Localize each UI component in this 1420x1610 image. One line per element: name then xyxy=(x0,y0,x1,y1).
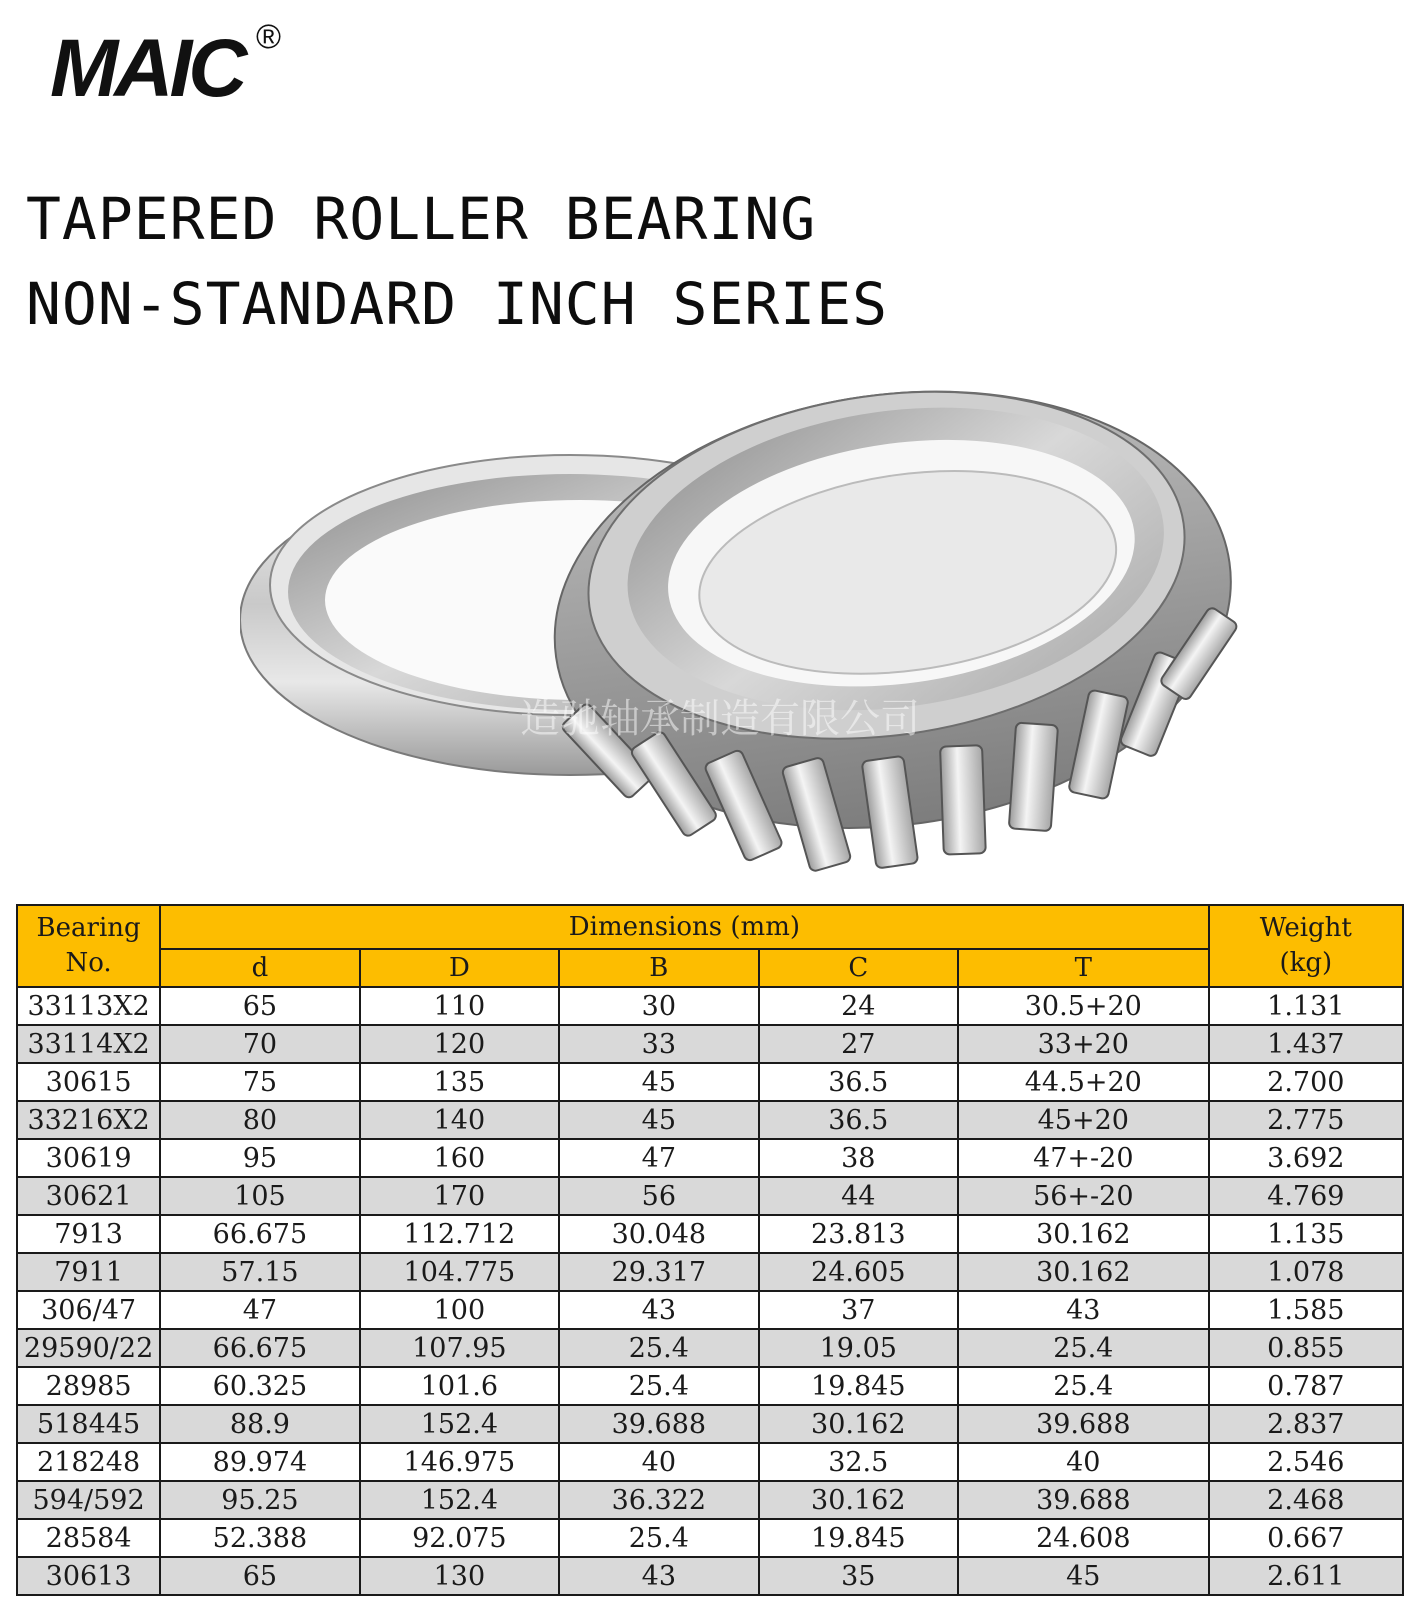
cell-bearing-no: 28985 xyxy=(17,1367,160,1405)
cell-B: 40 xyxy=(559,1443,758,1481)
cell-bearing-no: 594/592 xyxy=(17,1481,160,1519)
cell-D: 130 xyxy=(360,1557,559,1595)
registered-mark: ® xyxy=(256,18,282,56)
cell-B: 25.4 xyxy=(559,1519,758,1557)
table-row xyxy=(17,1481,1403,1519)
cell-weight: 2.611 xyxy=(1209,1557,1403,1595)
cell-D: 152.4 xyxy=(360,1405,559,1443)
table-row xyxy=(17,1177,1403,1215)
cell-T: 24.608 xyxy=(958,1519,1209,1557)
cell-B: 47 xyxy=(559,1139,758,1177)
cell-weight: 1.437 xyxy=(1209,1025,1403,1063)
cell-C: 27 xyxy=(759,1025,958,1063)
cell-d: 95.25 xyxy=(160,1481,359,1519)
table-row xyxy=(17,1519,1403,1557)
cell-weight: 1.078 xyxy=(1209,1253,1403,1291)
cell-D: 152.4 xyxy=(360,1481,559,1519)
cell-C: 36.5 xyxy=(759,1101,958,1139)
cell-C: 24 xyxy=(759,987,958,1025)
table-row xyxy=(17,987,1403,1025)
cell-bearing-no: 218248 xyxy=(17,1443,160,1481)
cell-D: 92.075 xyxy=(360,1519,559,1557)
header-bearing-no: Bearing No. xyxy=(17,905,160,987)
cell-D: 120 xyxy=(360,1025,559,1063)
cell-C: 44 xyxy=(759,1177,958,1215)
cell-T: 33+20 xyxy=(958,1025,1209,1063)
cell-bearing-no: 30619 xyxy=(17,1139,160,1177)
cell-d: 89.974 xyxy=(160,1443,359,1481)
cell-bearing-no: 30621 xyxy=(17,1177,160,1215)
cell-bearing-no: 30613 xyxy=(17,1557,160,1595)
cell-T: 43 xyxy=(958,1291,1209,1329)
cell-T: 30.5+20 xyxy=(958,987,1209,1025)
title-line-2: NON-STANDARD INCH SERIES xyxy=(26,270,889,338)
table-row xyxy=(17,1253,1403,1291)
cell-B: 25.4 xyxy=(559,1367,758,1405)
cell-B: 43 xyxy=(559,1557,758,1595)
cell-T: 25.4 xyxy=(958,1367,1209,1405)
brand-logo xyxy=(48,14,308,104)
table-row xyxy=(17,1291,1403,1329)
cell-weight: 2.700 xyxy=(1209,1063,1403,1101)
table-header-row-1 xyxy=(17,905,1403,949)
cell-D: 146.975 xyxy=(360,1443,559,1481)
cell-weight: 4.769 xyxy=(1209,1177,1403,1215)
table-row xyxy=(17,1329,1403,1367)
cell-B: 36.322 xyxy=(559,1481,758,1519)
cell-weight: 0.855 xyxy=(1209,1329,1403,1367)
cell-d: 52.388 xyxy=(160,1519,359,1557)
cell-B: 45 xyxy=(559,1063,758,1101)
cell-weight: 2.546 xyxy=(1209,1443,1403,1481)
cell-C: 35 xyxy=(759,1557,958,1595)
table-row xyxy=(17,1443,1403,1481)
table-row xyxy=(17,1139,1403,1177)
cell-d: 95 xyxy=(160,1139,359,1177)
cell-d: 47 xyxy=(160,1291,359,1329)
bearing-photo xyxy=(240,360,1240,880)
cell-weight: 3.692 xyxy=(1209,1139,1403,1177)
cell-d: 105 xyxy=(160,1177,359,1215)
cell-bearing-no: 518445 xyxy=(17,1405,160,1443)
cell-bearing-no: 33114X2 xyxy=(17,1025,160,1063)
cell-B: 30 xyxy=(559,987,758,1025)
cell-D: 104.775 xyxy=(360,1253,559,1291)
cell-C: 30.162 xyxy=(759,1481,958,1519)
cell-d: 80 xyxy=(160,1101,359,1139)
table-row xyxy=(17,1215,1403,1253)
cell-T: 45 xyxy=(958,1557,1209,1595)
cell-B: 33 xyxy=(559,1025,758,1063)
table-row xyxy=(17,1063,1403,1101)
table-row xyxy=(17,1101,1403,1139)
table-row xyxy=(17,1025,1403,1063)
cell-C: 38 xyxy=(759,1139,958,1177)
bearing-cone xyxy=(521,360,1240,880)
cell-weight: 1.585 xyxy=(1209,1291,1403,1329)
cell-weight: 0.787 xyxy=(1209,1367,1403,1405)
cell-T: 44.5+20 xyxy=(958,1063,1209,1101)
cell-D: 140 xyxy=(360,1101,559,1139)
cell-d: 57.15 xyxy=(160,1253,359,1291)
cell-weight: 1.135 xyxy=(1209,1215,1403,1253)
cell-weight: 2.468 xyxy=(1209,1481,1403,1519)
cell-B: 43 xyxy=(559,1291,758,1329)
logo-text: MAIC xyxy=(50,23,244,104)
table-row xyxy=(17,1367,1403,1405)
cell-C: 36.5 xyxy=(759,1063,958,1101)
cell-D: 101.6 xyxy=(360,1367,559,1405)
cell-bearing-no: 29590/22 xyxy=(17,1329,160,1367)
cell-B: 45 xyxy=(559,1101,758,1139)
maic-logo-mark xyxy=(48,14,308,104)
cell-T: 45+20 xyxy=(958,1101,1209,1139)
header-t: T xyxy=(958,949,1209,987)
cell-C: 23.813 xyxy=(759,1215,958,1253)
cell-D: 160 xyxy=(360,1139,559,1177)
table-header-row-2 xyxy=(17,949,1403,987)
cell-B: 56 xyxy=(559,1177,758,1215)
cell-T: 56+-20 xyxy=(958,1177,1209,1215)
cell-T: 30.162 xyxy=(958,1215,1209,1253)
tapered-roller-bearing-image xyxy=(240,360,1240,880)
cell-d: 65 xyxy=(160,1557,359,1595)
table-body xyxy=(17,987,1403,1595)
cell-d: 66.675 xyxy=(160,1215,359,1253)
cell-weight: 2.775 xyxy=(1209,1101,1403,1139)
cell-D: 107.95 xyxy=(360,1329,559,1367)
cell-d: 88.9 xyxy=(160,1405,359,1443)
cell-B: 39.688 xyxy=(559,1405,758,1443)
header-dimensions: Dimensions (mm) xyxy=(160,905,1208,949)
cell-B: 29.317 xyxy=(559,1253,758,1291)
cell-C: 30.162 xyxy=(759,1405,958,1443)
table-row xyxy=(17,1405,1403,1443)
cell-D: 110 xyxy=(360,987,559,1025)
cell-d: 60.325 xyxy=(160,1367,359,1405)
photo-watermark: 造驰轴承制造有限公司 xyxy=(520,696,920,742)
header-d-inner: d xyxy=(160,949,359,987)
cell-B: 30.048 xyxy=(559,1215,758,1253)
cell-B: 25.4 xyxy=(559,1329,758,1367)
cell-d: 70 xyxy=(160,1025,359,1063)
table-row xyxy=(17,1557,1403,1595)
cell-C: 37 xyxy=(759,1291,958,1329)
cell-T: 47+-20 xyxy=(958,1139,1209,1177)
header-b: B xyxy=(559,949,758,987)
cell-D: 135 xyxy=(360,1063,559,1101)
cell-d: 66.675 xyxy=(160,1329,359,1367)
header-d-outer: D xyxy=(360,949,559,987)
cell-bearing-no: 7911 xyxy=(17,1253,160,1291)
cell-bearing-no: 33113X2 xyxy=(17,987,160,1025)
cell-T: 30.162 xyxy=(958,1253,1209,1291)
cell-bearing-no: 7913 xyxy=(17,1215,160,1253)
cell-bearing-no: 30615 xyxy=(17,1063,160,1101)
cell-bearing-no: 28584 xyxy=(17,1519,160,1557)
cell-D: 112.712 xyxy=(360,1215,559,1253)
cell-T: 40 xyxy=(958,1443,1209,1481)
cell-weight: 1.131 xyxy=(1209,987,1403,1025)
cell-C: 32.5 xyxy=(759,1443,958,1481)
cell-bearing-no: 33216X2 xyxy=(17,1101,160,1139)
bearing-spec-table xyxy=(16,904,1404,1596)
cell-bearing-no: 306/47 xyxy=(17,1291,160,1329)
header-c: C xyxy=(759,949,958,987)
cell-weight: 0.667 xyxy=(1209,1519,1403,1557)
cell-d: 75 xyxy=(160,1063,359,1101)
header-weight: Weight (kg) xyxy=(1209,905,1403,987)
cell-T: 39.688 xyxy=(958,1405,1209,1443)
cell-C: 19.845 xyxy=(759,1519,958,1557)
cell-C: 19.05 xyxy=(759,1329,958,1367)
cell-C: 19.845 xyxy=(759,1367,958,1405)
cell-T: 25.4 xyxy=(958,1329,1209,1367)
title-line-1: TAPERED ROLLER BEARING xyxy=(26,185,817,253)
cell-T: 39.688 xyxy=(958,1481,1209,1519)
cell-weight: 2.837 xyxy=(1209,1405,1403,1443)
cell-C: 24.605 xyxy=(759,1253,958,1291)
cell-D: 170 xyxy=(360,1177,559,1215)
cell-D: 100 xyxy=(360,1291,559,1329)
cell-d: 65 xyxy=(160,987,359,1025)
